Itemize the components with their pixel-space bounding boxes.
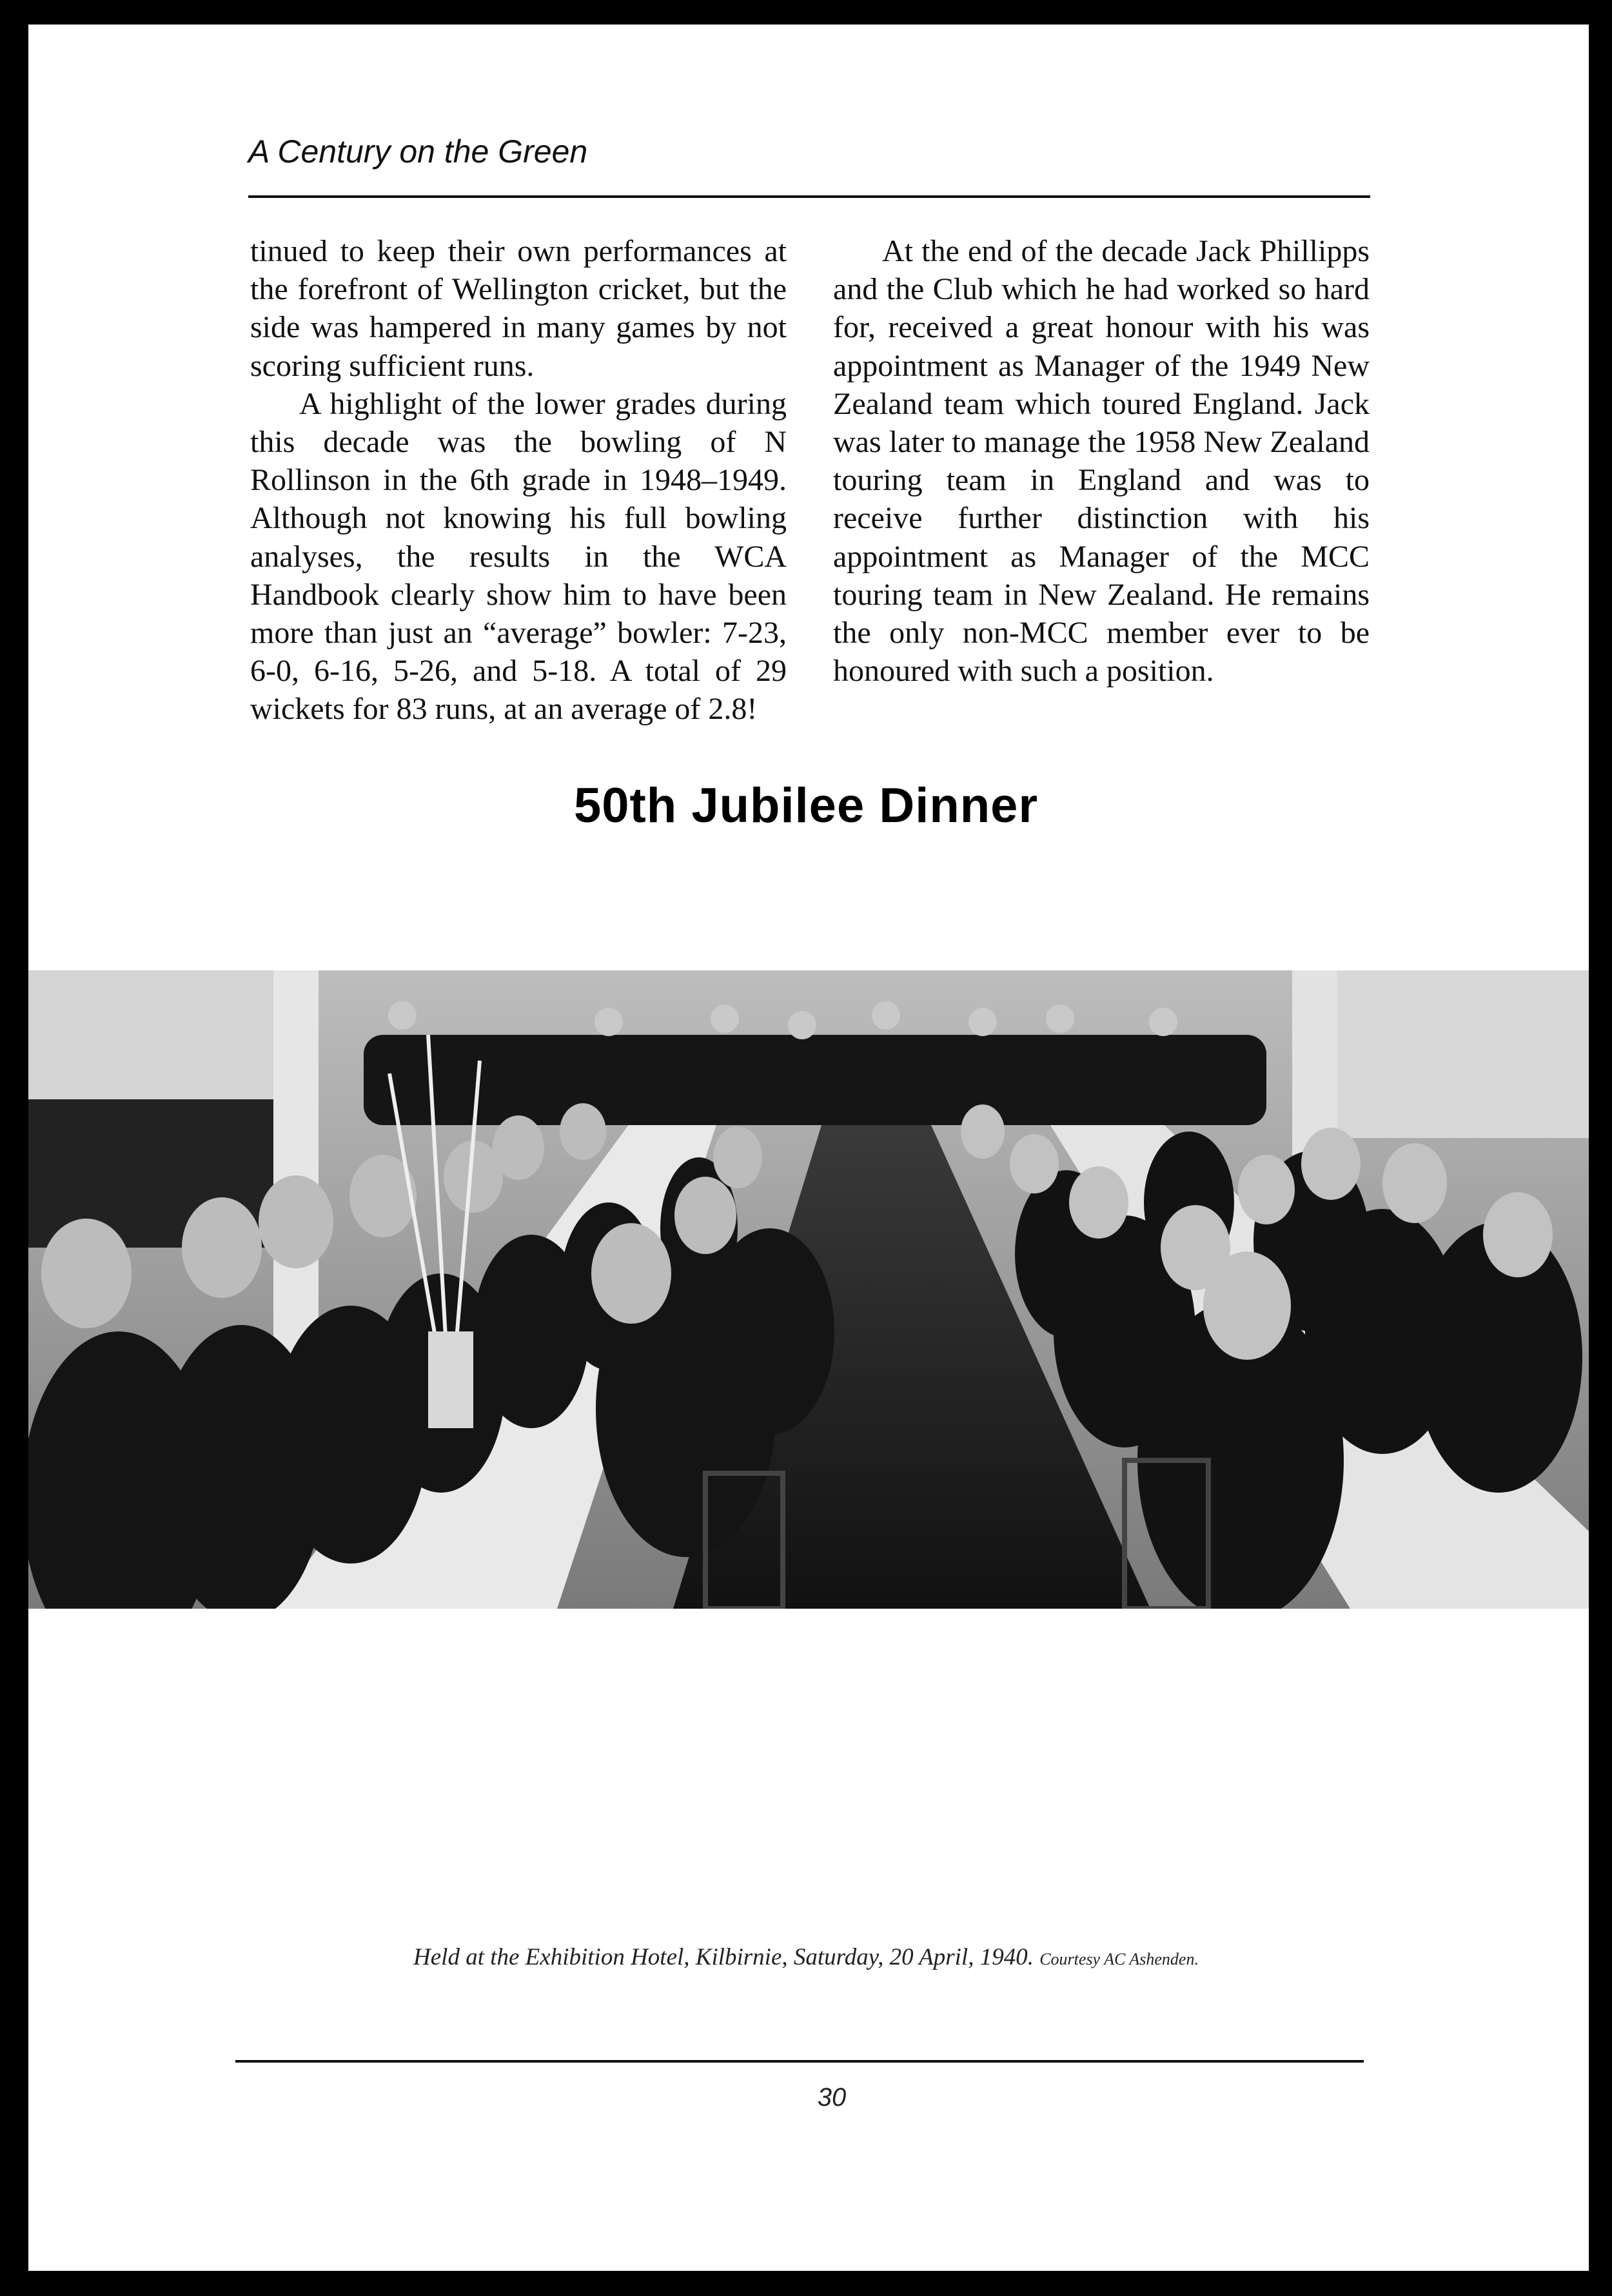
caption-credit: Courtesy AC Ashenden. bbox=[1039, 1950, 1199, 1968]
header-rule bbox=[248, 195, 1370, 198]
caption-text: Held at the Exhibition Hotel, Kilbirnie, Saturday, 20 April, 1940. bbox=[413, 1944, 1034, 1970]
running-head: A Century on the Green bbox=[248, 133, 588, 170]
dinner-photo bbox=[28, 970, 1589, 1609]
paragraph: A highlight of the lower grades during this decade was the bowling of N Rollinson in the 6th grade in 1948–1949. Although not knowing his full bowling analyses, the results in the WCA Handbook clearly show him to have been more than just an “average” bowler: 7-23, 6-0, 6-16, 5-26, and 5-18. A total of 29 wickets for 83 runs, at an average of 2.8! bbox=[250, 386, 787, 727]
section-title: 50th Jubilee Dinner bbox=[573, 778, 1039, 833]
right-column bbox=[833, 232, 1370, 690]
scan-border-bottom bbox=[0, 2271, 1612, 2296]
paragraph: tinued to keep their own performances at the forefront of Wellington cricket, but the side was hampered in many games by not scoring sufficient runs. bbox=[250, 234, 787, 383]
footer-rule bbox=[235, 2060, 1364, 2063]
scan-border-top bbox=[0, 0, 1612, 25]
photo-dinner-icon bbox=[28, 970, 1589, 1609]
page-number: 30 bbox=[817, 2083, 847, 2112]
photo-caption bbox=[0, 1943, 1612, 1974]
left-column bbox=[250, 232, 787, 729]
paragraph: At the end of the decade Jack Phillipps and the Club which he had worked so hard for, received a great honour with his was appointment as Manager of the 1949 New Zealand team which toured England. Jack was later to manage the 1958 New Zealand touring team in England and was to receive further distinction with his appointment as Manager of the MCC touring team in New Zealand. He remains the only non-MCC member ever to be honoured with such a position. bbox=[833, 234, 1370, 689]
